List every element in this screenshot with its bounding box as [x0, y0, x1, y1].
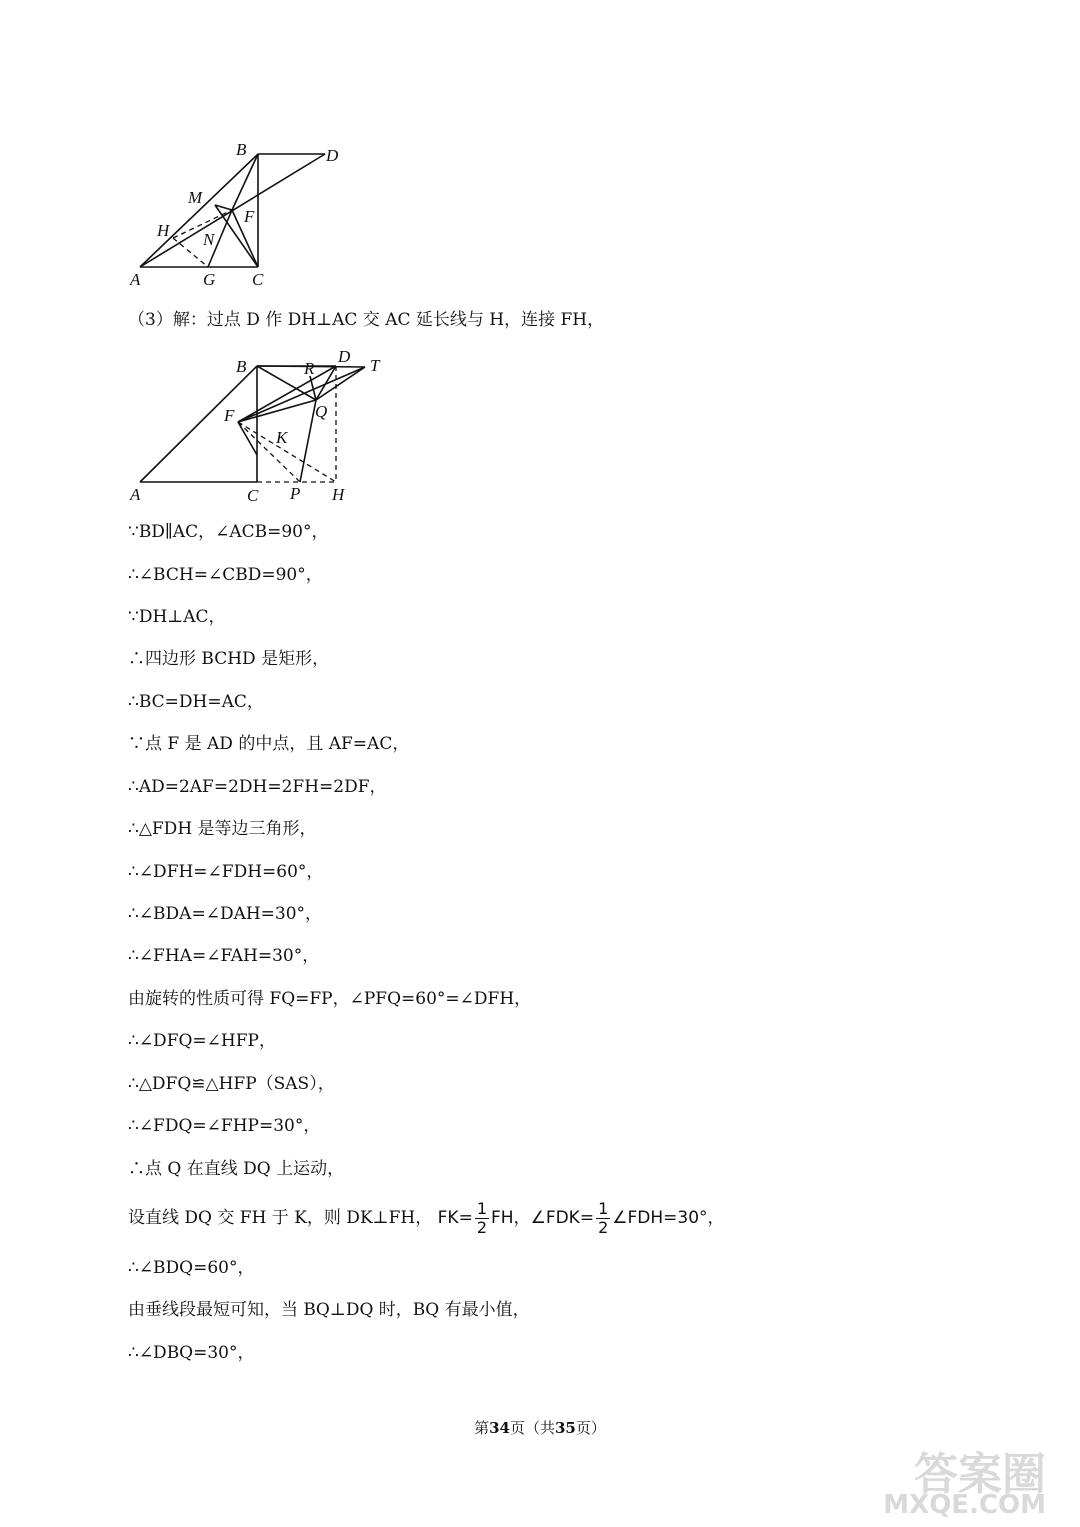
proof-line: ∴∠BCH=∠CBD=90°，: [128, 565, 323, 585]
label-M: M: [188, 188, 203, 207]
proof-line: ∴△DFQ≌△HFP（SAS），: [128, 1074, 335, 1094]
segment-TQ: [316, 367, 365, 400]
proof-line: 由垂线段最短可知，当 BQ⊥DQ 时，BQ 有最小值，: [128, 1300, 530, 1320]
proof-line: ∴△FDH 是等边三角形，: [128, 819, 317, 839]
dashed-FP: [238, 422, 300, 482]
geometry-figure-2: [120, 340, 390, 510]
proof-line: ∵DH⊥AC，: [128, 607, 226, 627]
watermark-url: MXQE.COM: [883, 1490, 1046, 1520]
segment-FC-part: [238, 422, 257, 455]
segment-QP: [300, 400, 316, 482]
label-H: H: [157, 221, 170, 240]
fraction-one-half: $\frac{1}{2}$: [598, 1199, 609, 1237]
step-intro: （3）解：过点 D 作 DH⊥AC 交 AC 延长线与 H，连接 FH，: [128, 310, 605, 330]
proof-line: ∴BC=DH=AC，: [128, 692, 264, 712]
proof-line: ∴∠FHA=∠FAH=30°，: [128, 946, 320, 966]
label-A: A: [130, 270, 141, 289]
page-total: 35: [555, 1419, 576, 1437]
proof-line-fraction: [128, 1198, 725, 1238]
proof-line: ∴四边形 BCHD 是矩形，: [128, 649, 330, 669]
label-Q: Q: [315, 402, 328, 421]
proof-line: ∴∠DBQ=30°，: [128, 1343, 255, 1363]
proof-line: ∵BD∥AC，∠ACB=90°，: [128, 522, 329, 542]
proof-line: ∴AD=2AF=2DH=2FH=2DF，: [128, 777, 387, 797]
proof-line: ∴∠BDA=∠DAH=30°，: [128, 904, 323, 924]
segment-FB: [232, 154, 258, 210]
proof-line: ∴点 Q 在直线 DQ 上运动，: [128, 1159, 345, 1179]
segment-FQ: [238, 400, 316, 422]
label-P: P: [290, 484, 301, 503]
label-H: H: [332, 485, 345, 504]
fdh-angle: ∠FDH=30°，: [612, 1208, 725, 1228]
label-N: N: [203, 230, 215, 249]
label-B: B: [236, 140, 247, 159]
label-R: R: [304, 359, 315, 378]
page-number: 34: [489, 1419, 510, 1437]
proof-line: ∴∠DFH=∠FDH=60°，: [128, 862, 324, 882]
label-C: C: [247, 486, 259, 505]
proof-line: ∴∠BDQ=60°，: [128, 1258, 255, 1278]
proof-line: 由旋转的性质可得 FQ=FP，∠PFQ=60°=∠DFH，: [128, 989, 532, 1009]
fraction-one-half: $\frac{1}{2}$: [476, 1199, 488, 1237]
segment-AB: [140, 154, 258, 267]
fk-right: FH，∠FDK=: [491, 1208, 595, 1228]
label-D: D: [326, 146, 339, 165]
fk-left: FK=: [437, 1208, 473, 1228]
label-F: F: [244, 207, 255, 226]
page-footer: 第34页（共35页）: [474, 1419, 606, 1437]
label-B: B: [236, 357, 247, 376]
label-D: D: [338, 347, 351, 366]
proof-line: ∴∠FDQ=∠FHP=30°，: [128, 1116, 321, 1136]
label-T: T: [370, 356, 380, 375]
label-C: C: [252, 270, 264, 289]
watermark-logo: 答案圈: [914, 1449, 1046, 1500]
label-K: K: [276, 428, 288, 447]
line-prefix: 设直线 DQ 交 FH 于 K，则 DK⊥FH，: [128, 1208, 433, 1228]
label-F: F: [224, 406, 235, 425]
label-G: G: [203, 270, 216, 289]
proof-line: ∴∠DFQ=∠HFP，: [128, 1031, 276, 1051]
proof-line: ∵点 F 是 AD 的中点，且 AF=AC，: [128, 734, 410, 754]
geometry-figure-1: [120, 135, 360, 295]
label-A: A: [130, 485, 141, 504]
